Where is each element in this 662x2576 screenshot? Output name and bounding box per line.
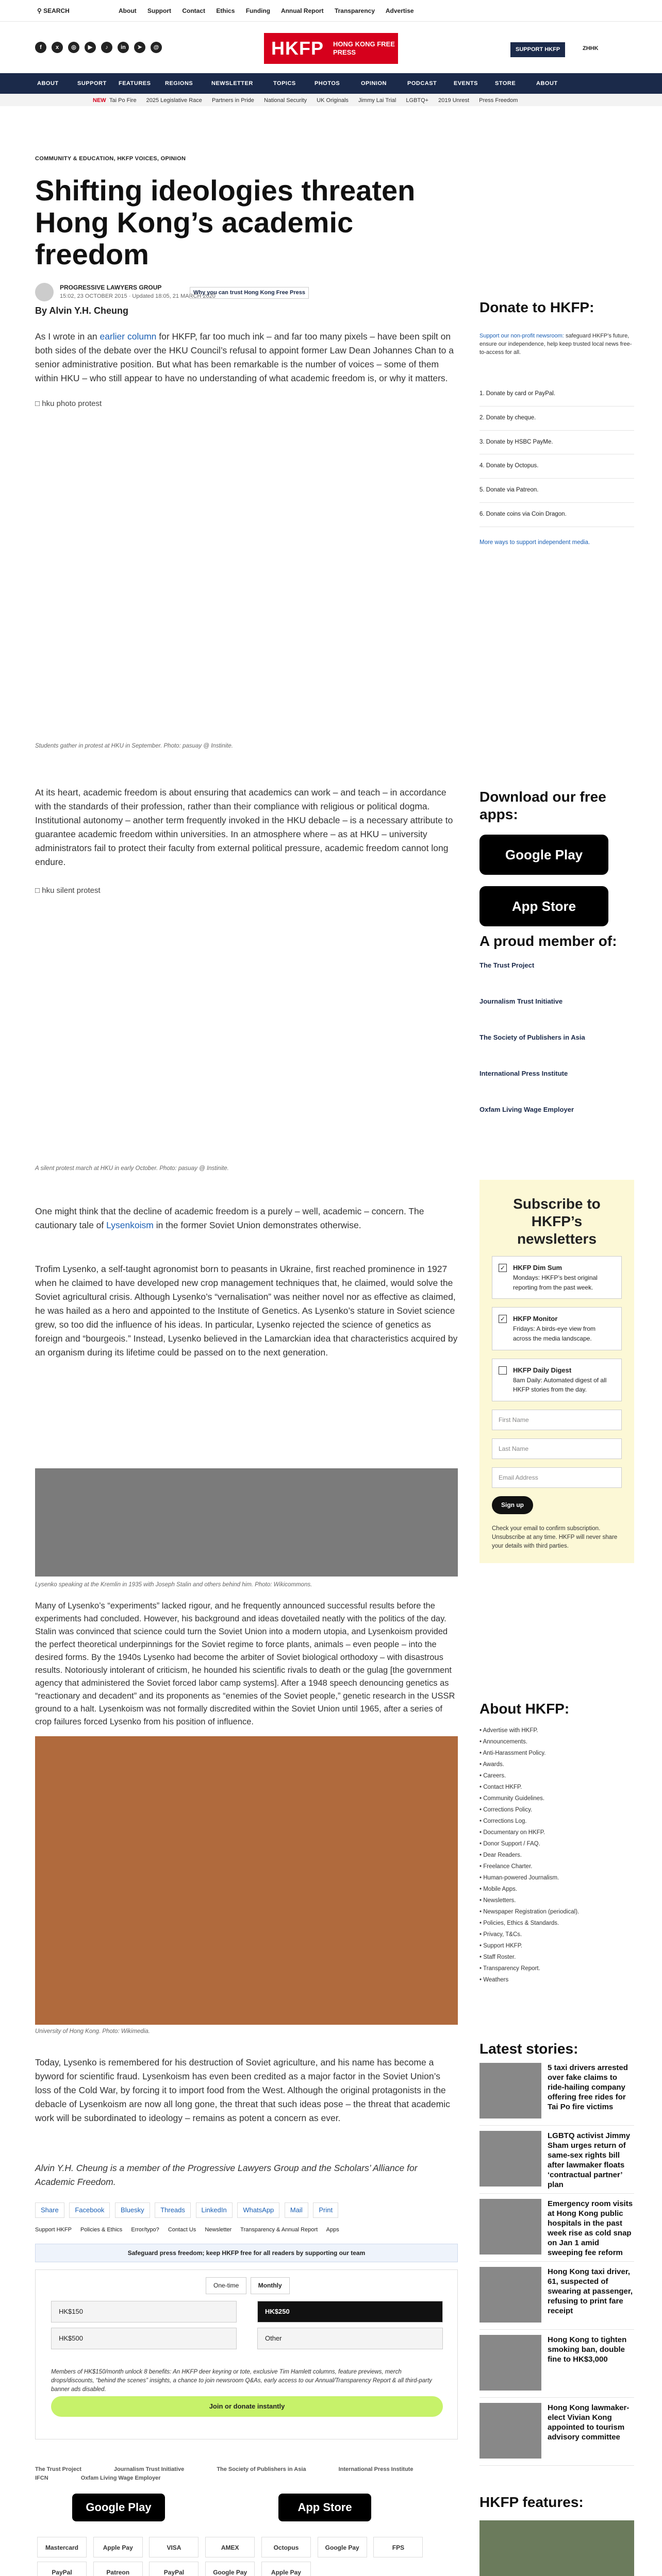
nav-about-2[interactable]: ABOUT — [536, 80, 558, 87]
lysenko-kremlin-photo — [35, 1468, 458, 1577]
instagram-icon[interactable]: ◎ — [68, 42, 79, 53]
about-link[interactable]: • Staff Roster. — [479, 1954, 516, 1960]
partner-logo: The Trust Project — [35, 2466, 81, 2472]
nav-store[interactable]: STORE — [495, 80, 516, 87]
amex-icon[interactable]: AMEX — [205, 2537, 255, 2557]
author-avatar — [35, 283, 54, 301]
story-title: LGBTQ activist Jimmy Sham urges return of same-sex rights bill after lawmaker floats ‘contractual partner’ plan — [548, 2131, 631, 2189]
nav-opinion[interactable]: OPINION — [361, 80, 387, 87]
checkbox-icon — [499, 1366, 507, 1375]
search-label: SEARCH — [43, 7, 70, 14]
about-link[interactable]: • Community Guidelines. — [479, 1795, 545, 1802]
nav-features[interactable]: FEATURES — [119, 80, 151, 87]
feature-story[interactable] — [479, 2520, 634, 2576]
story-thumbnail — [479, 2267, 541, 2323]
article-category[interactable]: COMMUNITY & EDUCATION, HKFP VOICES, OPINION — [35, 156, 186, 162]
about-link[interactable]: • Support HKFP. — [479, 1943, 523, 1949]
amount-150[interactable]: HK$150 — [51, 2301, 237, 2323]
google-pay-icon[interactable]: Google Pay — [318, 2537, 367, 2557]
trending-item[interactable]: National Security — [263, 97, 307, 104]
nav-events[interactable]: EVENTS — [454, 80, 478, 87]
visa-icon[interactable]: VISA — [149, 2537, 198, 2557]
amount-250[interactable]: HK$250 — [257, 2301, 443, 2323]
top-nav-transparency[interactable]: Transparency — [334, 7, 375, 14]
donate-option[interactable]: 5. Donate via Patreon. — [479, 479, 634, 503]
payment-methods — [35, 2535, 458, 2576]
newsletter-option[interactable]: ✓ HKFP Dim Sum Mondays: HKFP’s best original reporting from the past week. — [492, 1256, 622, 1299]
image-caption: University of Hong Kong. Photo: Wikimedia. — [35, 2028, 150, 2035]
latest-story[interactable] — [479, 2199, 634, 2262]
paragraph: Trofim Lysenko, a self-taught agronomist born to peasants in Ukraine, first reached prominence in 1927 when he claimed to have developed new crop management techniques that, he claimed, would solve the Soviet agricultural crisis. Although Lysenko’s “vernalisation” was neither novel nor as effective as claimed, he was hailed as a hero and appointed to the Institute of Genetics. As Lysenko’s stature in Soviet science grew, so too did the influence of his ideas. In particular, Lysenko rejected the science of genetics as foreign and “bourgeois.” Instead, Lysenko believed in the Lamarckian idea that characteristics acquired by an organism during its lifetime could be passed on to the next generation. — [35, 1264, 458, 1358]
paragraph: As I wrote in an earlier column for HKFP, far too much ink – and far too many pixels – have been spilt on both sides of the debate over the HKU Council’s refusal to appoint former Law Dean Johannes Chan to a senior administrative position. But what has been remarkable is the number of voices – some of them within HKU – who still appear to have no understanding of what academic freedom is, or why it matters. — [35, 331, 454, 383]
logo-text: HKFP — [271, 38, 324, 59]
trending-bar — [0, 94, 662, 106]
site-logo[interactable] — [264, 33, 398, 64]
search-button[interactable]: ⚲ SEARCH — [37, 7, 70, 14]
top-nav-ethics[interactable]: Ethics — [216, 7, 235, 14]
about-link[interactable]: • Newspaper Registration (periodical). — [479, 1909, 580, 1915]
top-nav-contact[interactable]: Contact — [182, 7, 206, 14]
latest-story[interactable] — [479, 2267, 634, 2330]
trending-item[interactable]: Partners in Pride — [211, 97, 254, 104]
google-play-badge[interactable]: Google Play — [479, 835, 608, 875]
story-thumbnail — [479, 2131, 541, 2187]
trending-item[interactable]: 2019 Unrest — [438, 97, 470, 104]
newsletter-option[interactable]: ✓ HKFP Monitor Fridays: A birds-eye view from across the media landscape. — [492, 1307, 622, 1350]
telegram-icon[interactable]: ➤ — [134, 42, 145, 53]
sidebar-donate — [479, 299, 634, 548]
about-link[interactable]: • Policies, Ethics & Standards. — [479, 1920, 559, 1926]
donate-option[interactable]: 1. Donate by card or PayPal. — [479, 382, 634, 406]
paypal-icon[interactable]: PayPal — [149, 2562, 198, 2576]
latest-story[interactable] — [479, 2131, 634, 2194]
trending-item[interactable]: Jimmy Lai Trial — [358, 97, 396, 104]
apple-pay-icon[interactable]: Apple Pay — [93, 2537, 143, 2557]
partner-logo: The Society of Publishers in Asia — [217, 2466, 306, 2472]
share-mail[interactable]: Mail — [285, 2202, 308, 2218]
article-author: By Alvin Y.H. Cheung — [35, 306, 129, 316]
nav-photos[interactable]: PHOTOS — [315, 80, 340, 87]
support-link[interactable]: Apps — [326, 2227, 339, 2233]
about-link[interactable]: • Donor Support / FAQ. — [479, 1841, 540, 1847]
newsletter-note: Check your email to confirm subscription. Unsubscribe at any time. HKFP will never share your details with third parties. — [492, 1525, 618, 1549]
share-label: Share — [35, 2202, 64, 2218]
nav-newsletter[interactable]: NEWSLETTER — [211, 80, 253, 87]
support-link[interactable]: Support HKFP — [35, 2227, 72, 2233]
trending-item[interactable]: Press Freedom — [479, 97, 518, 104]
about-link[interactable]: • Anti-Harassment Policy. — [479, 1750, 546, 1756]
twitter-icon[interactable]: x — [52, 42, 63, 53]
member-benefits: Members of HK$150/month unlock 8 benefits: An HKFP deer keyring or tote, exclusive Tim Hamlett columns, feature previews, merch drops/discounts, “behind the scenes” insights, a chance to join newsroom Q&As, early access to our Annual/Transparency Report & all third-party banner ads disabled. — [51, 2369, 432, 2393]
support-link[interactable]: Transparency & Annual Report — [240, 2227, 318, 2233]
nav-regions[interactable]: REGIONS — [165, 80, 193, 87]
byline — [35, 283, 458, 303]
top-nav-funding[interactable]: Funding — [245, 7, 271, 14]
first-name-input[interactable]: First Name — [492, 1410, 622, 1430]
support-link[interactable]: Contact Us — [168, 2227, 196, 2233]
member-logo[interactable]: Journalism Trust Initiative — [479, 997, 563, 1005]
share-bar — [35, 2202, 341, 2218]
checkbox-checked-icon: ✓ — [499, 1315, 507, 1323]
fps-icon[interactable]: FPS — [373, 2537, 423, 2557]
latest-story[interactable] — [479, 2063, 634, 2126]
main-nav — [0, 73, 662, 94]
latest-story[interactable] — [479, 2403, 634, 2466]
language-toggle[interactable]: ZHHK — [583, 45, 599, 52]
partner-logo: Journalism Trust Initiative — [113, 2466, 185, 2472]
header — [0, 22, 662, 73]
app-store-button[interactable]: App Store — [278, 2494, 371, 2521]
frequency-toggle — [206, 2277, 292, 2294]
trending-item[interactable]: Tai Po Fire — [109, 97, 137, 104]
about-link[interactable]: • Careers. — [479, 1773, 506, 1779]
logo-subtext: HONG KONG FREE PRESS — [333, 40, 395, 56]
support-link[interactable]: Newsletter — [205, 2227, 232, 2233]
partner-logo: IFCN — [35, 2475, 48, 2482]
social-links — [35, 40, 167, 53]
share-print[interactable]: Print — [313, 2202, 338, 2218]
paragraph: At its heart, academic freedom is about ensuring that academics can work – and teach – in accordance with the standards of their profession, rather than their compliance with religious or political dogma. Institutional autonomy – another term frequently invoked in the HKU debacle – is a necessary attribute to guarantee academic freedom within universities. In an atmosphere where – as at HKU – university administrators fail to protect their faculty from external political pressure, academic freedom cannot long endure. — [35, 787, 453, 867]
about-link[interactable]: • Mobile Apps. — [479, 1886, 518, 1892]
sidebar-latest — [479, 2040, 634, 2466]
trending-item[interactable]: 2025 Legislative Race — [146, 97, 202, 104]
image-caption: A silent protest march at HKU in early October. Photo: pasuay @ Instinite. — [35, 1165, 229, 1172]
tiktok-icon[interactable]: ♪ — [101, 42, 112, 53]
byline-name[interactable]: PROGRESSIVE LAWYERS GROUP — [60, 284, 162, 292]
image-caption: Students gather in protest at HKU in September. Photo: pasuay @ Instinite. — [35, 743, 233, 749]
about-link[interactable]: • Newsletters. — [479, 1897, 516, 1904]
about-link[interactable]: • Weathers — [479, 1977, 509, 1983]
story-title: Hong Kong to tighten smoking ban, double fine to HK$3,000 — [548, 2335, 627, 2364]
sidebar-apps — [479, 788, 634, 938]
donate-option[interactable]: 6. Donate coins via Coin Dragon. — [479, 503, 634, 527]
about-link[interactable]: • Dear Readers. — [479, 1852, 522, 1858]
signup-button[interactable]: Sign up — [492, 1496, 533, 1514]
story-thumbnail — [479, 2063, 541, 2119]
about-link[interactable]: • Transparency Report. — [479, 1965, 540, 1972]
sidebar-heading: A proud member of: — [479, 933, 617, 949]
about-link[interactable]: • Freelance Charter. — [479, 1863, 533, 1870]
support-hkfp-button[interactable]: SUPPORT HKFP — [510, 42, 565, 57]
top-nav — [119, 6, 423, 16]
sidebar-heading: HKFP features: — [479, 2494, 584, 2510]
story-title: Hong Kong taxi driver, 61, suspected of swearing at passenger, refusing to print fare receipt — [548, 2267, 633, 2315]
nav-support[interactable]: SUPPORT — [77, 80, 107, 87]
sidebar-proud-member — [479, 933, 634, 1130]
article-title: Shifting ideologies threaten Hong Kong’s academic freedom — [35, 174, 416, 271]
trending-item[interactable]: LGBTQ+ — [406, 97, 429, 104]
share-bluesky[interactable]: Bluesky — [115, 2202, 150, 2218]
facebook-icon[interactable]: f — [35, 42, 46, 53]
share-threads[interactable]: Threads — [155, 2202, 191, 2218]
member-logo[interactable]: The Trust Project — [479, 961, 535, 969]
email-input[interactable]: Email Address — [492, 1467, 622, 1488]
partner-logo: International Press Institute — [338, 2466, 413, 2472]
nav-about[interactable]: ABOUT — [37, 80, 59, 87]
trust-link[interactable]: Why you can trust Hong Kong Free Press — [190, 287, 309, 299]
share-whatsapp[interactable]: WhatsApp — [237, 2202, 279, 2218]
hku-protest-image: □ hku photo protest — [35, 399, 102, 408]
partner-logo: Oxfam Living Wage Employer — [80, 2475, 161, 2482]
partner-logos — [35, 2465, 458, 2486]
safeguard-banner[interactable]: Safeguard press freedom; keep HKFP free for all readers by supporting our team — [35, 2244, 458, 2262]
member-logo[interactable]: The Society of Publishers in Asia — [479, 1033, 585, 1041]
paragraph: Many of Lysenko’s “experiments” lacked rigour, and he frequently announced successful results before the experiments had concluded. However, his background and ideas dovetailed neatly with the politics of the day. Stalin was convinced that science could turn the Soviet Union into a modern utopia, and Lysenkoism provided the perfect theoretical underpinnings for the Soviet regime to force plants, animals – even people – into the desired forms. By the 1940s Lysenko had become the arbiter of Soviet biological orthodoxy – with disastrous results. Notoriously intolerant of criticism, he hounded his scientific rivals to death or the gulag [the government agency that administered the Soviet forced labor camp systems]. After a 1948 speech denouncing genetics as “reactionary and decadent” and its proponents as “enemies of the Soviet people,” genetic research in the USSR ground to a halt. Lysenkoism was not formally discredited within the Soviet Union until 1965, after a series of crop failures forced Lysenko from his position of influence. — [35, 1601, 455, 1726]
about-link[interactable]: • Announcements. — [479, 1739, 527, 1745]
support-newsroom-link[interactable]: Support our non-profit newsroom: — [479, 333, 564, 339]
apple-pay-icon[interactable]: Apple Pay — [261, 2562, 311, 2576]
donate-option[interactable]: 4. Donate by Octopus. — [479, 454, 634, 479]
image-caption: Lysenko speaking at the Kremlin in 1935 with Joseph Stalin and others behind him. Photo: Wikicommons. — [35, 1582, 312, 1588]
author-note: Alvin Y.H. Cheung is a member of the Progressive Lawyers Group and the Scholars’ Alliance for Academic Freedom. — [35, 2163, 418, 2187]
newsletter-signup — [479, 1180, 634, 1563]
sidebar-heading: Download our free apps: — [479, 789, 606, 822]
member-logo[interactable]: Oxfam Living Wage Employer — [479, 1106, 574, 1113]
patreon-icon[interactable]: Patreon — [93, 2562, 143, 2576]
story-title: Emergency room visits at Hong Kong public hospitals in the past week rise as cold snap on Jan 1 amid sweeping fee reform — [548, 2199, 633, 2257]
about-list — [479, 1725, 634, 1986]
about-link[interactable]: • Awards. — [479, 1761, 504, 1768]
top-nav-advertise[interactable]: Advertise — [385, 7, 414, 14]
top-bar — [0, 0, 662, 22]
support-link[interactable]: Error/typo? — [131, 2227, 159, 2233]
email-icon[interactable]: @ — [151, 42, 162, 53]
last-name-input[interactable]: Last Name — [492, 1438, 622, 1459]
nav-topics[interactable]: TOPICS — [273, 80, 296, 87]
top-nav-annual-report[interactable]: Annual Report — [280, 7, 324, 14]
story-thumbnail — [479, 2403, 541, 2459]
sidebar-features — [479, 2494, 634, 2576]
story-thumbnail — [479, 2335, 541, 2391]
paragraph: One might think that the decline of academic freedom is a purely – well, academic – concern. The cautionary tale of Lysenkoism in the former Soviet Union demonstrates otherwise. — [35, 1206, 424, 1230]
broken-image-icon: □ — [35, 886, 42, 895]
paragraph: Today, Lysenko is remembered for his destruction of Soviet agriculture, and his name has become a byword for scientific fraud. Lysenkoism has even been credited as a major factor in the Soviet Union’s loss of the Cold War, by forcing it to import food from the West. Although the original protagonists in the debacle of Lysenkoism are now all long gone, the threat that such ideas pose – the threat that academic work will be subordinated to ideology – remains as potent a concern as ever. — [35, 2057, 450, 2123]
story-thumbnail — [479, 2199, 541, 2255]
newsletter-option[interactable]: HKFP Daily Digest 8am Daily: Automated digest of all HKFP stories from the day. — [492, 1359, 622, 1401]
nav-podcast[interactable]: PODCAST — [407, 80, 437, 87]
sidebar-about — [479, 1700, 634, 1986]
feature-image — [479, 2520, 634, 2576]
story-title: Hong Kong lawmaker-elect Vivian Kong appointed to tourism advisory committee — [548, 2403, 630, 2442]
about-link[interactable]: • Documentary on HKFP. — [479, 1829, 545, 1836]
google-play-button[interactable]: Google Play — [72, 2494, 165, 2521]
about-link[interactable]: • Privacy, T&Cs. — [479, 1931, 522, 1938]
latest-story[interactable] — [479, 2335, 634, 2398]
broken-image-icon: □ — [35, 399, 42, 408]
linkedin-icon[interactable]: in — [118, 42, 129, 53]
about-link[interactable]: • Corrections Log. — [479, 1818, 527, 1824]
donate-option[interactable]: 3. Donate by HSBC PayMe. — [479, 431, 634, 455]
freq-one-time[interactable]: One-time — [206, 2277, 246, 2294]
amount-500[interactable]: HK$500 — [51, 2328, 237, 2349]
join-donate-button[interactable]: Join or donate instantly — [51, 2396, 443, 2417]
earlier-column-link[interactable]: earlier column — [100, 331, 157, 342]
sidebar-heading: Donate to HKFP: — [479, 299, 594, 315]
app-store-badge[interactable]: App Store — [479, 886, 608, 926]
amount-other[interactable]: Other — [257, 2328, 443, 2349]
donate-intro: safeguard HKFP’s future, ensure our independence, help keep trusted local news free-to-access for all. — [479, 333, 632, 355]
top-nav-about[interactable]: About — [119, 7, 137, 14]
more-ways-link[interactable]: More ways to support independent media. — [479, 539, 590, 546]
hku-silent-protest-image: □ hku silent protest — [35, 886, 101, 895]
paypal-icon[interactable]: PayPal — [37, 2562, 87, 2576]
about-link[interactable]: • Corrections Policy. — [479, 1807, 533, 1813]
sidebar-heading: About HKFP: — [479, 1701, 570, 1717]
article-header — [35, 155, 458, 303]
share-facebook[interactable]: Facebook — [69, 2202, 110, 2218]
sidebar-heading: Latest stories: — [479, 2041, 578, 2057]
mastercard-icon[interactable]: Mastercard — [37, 2537, 87, 2557]
share-linkedin[interactable]: LinkedIn — [196, 2202, 233, 2218]
support-link[interactable]: Policies & Ethics — [80, 2227, 123, 2233]
member-logo[interactable]: International Press Institute — [479, 1070, 568, 1077]
google-pay-icon[interactable]: Google Pay — [205, 2562, 255, 2576]
byline-date: 15:02, 23 OCTOBER 2015 · Updated 18:05, 21 MARCH 2020 — [60, 293, 216, 300]
freq-monthly[interactable]: Monthly — [251, 2277, 290, 2294]
donation-widget — [35, 2269, 458, 2439]
octopus-icon[interactable]: Octopus — [261, 2537, 311, 2557]
about-link[interactable]: • Advertise with HKFP. — [479, 1727, 538, 1734]
donate-option[interactable]: 2. Donate by cheque. — [479, 406, 634, 431]
about-link[interactable]: • Contact HKFP. — [479, 1784, 522, 1790]
new-badge: NEW — [93, 97, 106, 104]
about-link[interactable]: • Human-powered Journalism. — [479, 1875, 559, 1881]
top-nav-support[interactable]: Support — [147, 7, 171, 14]
hku-campus-photo — [35, 1736, 458, 2025]
support-links — [35, 2226, 346, 2234]
youtube-icon[interactable]: ▶ — [85, 42, 96, 53]
newsletter-title: Subscribe to HKFP’s newsletters — [513, 1196, 601, 1247]
lysenkoism-link[interactable]: Lysenkoism — [106, 1220, 154, 1230]
trending-item[interactable]: UK Originals — [317, 97, 349, 104]
checkbox-checked-icon: ✓ — [499, 1264, 507, 1272]
story-title: 5 taxi drivers arrested over fake claims to ride-hailing company offering free rides for Tai Po fire victims — [548, 2063, 628, 2111]
